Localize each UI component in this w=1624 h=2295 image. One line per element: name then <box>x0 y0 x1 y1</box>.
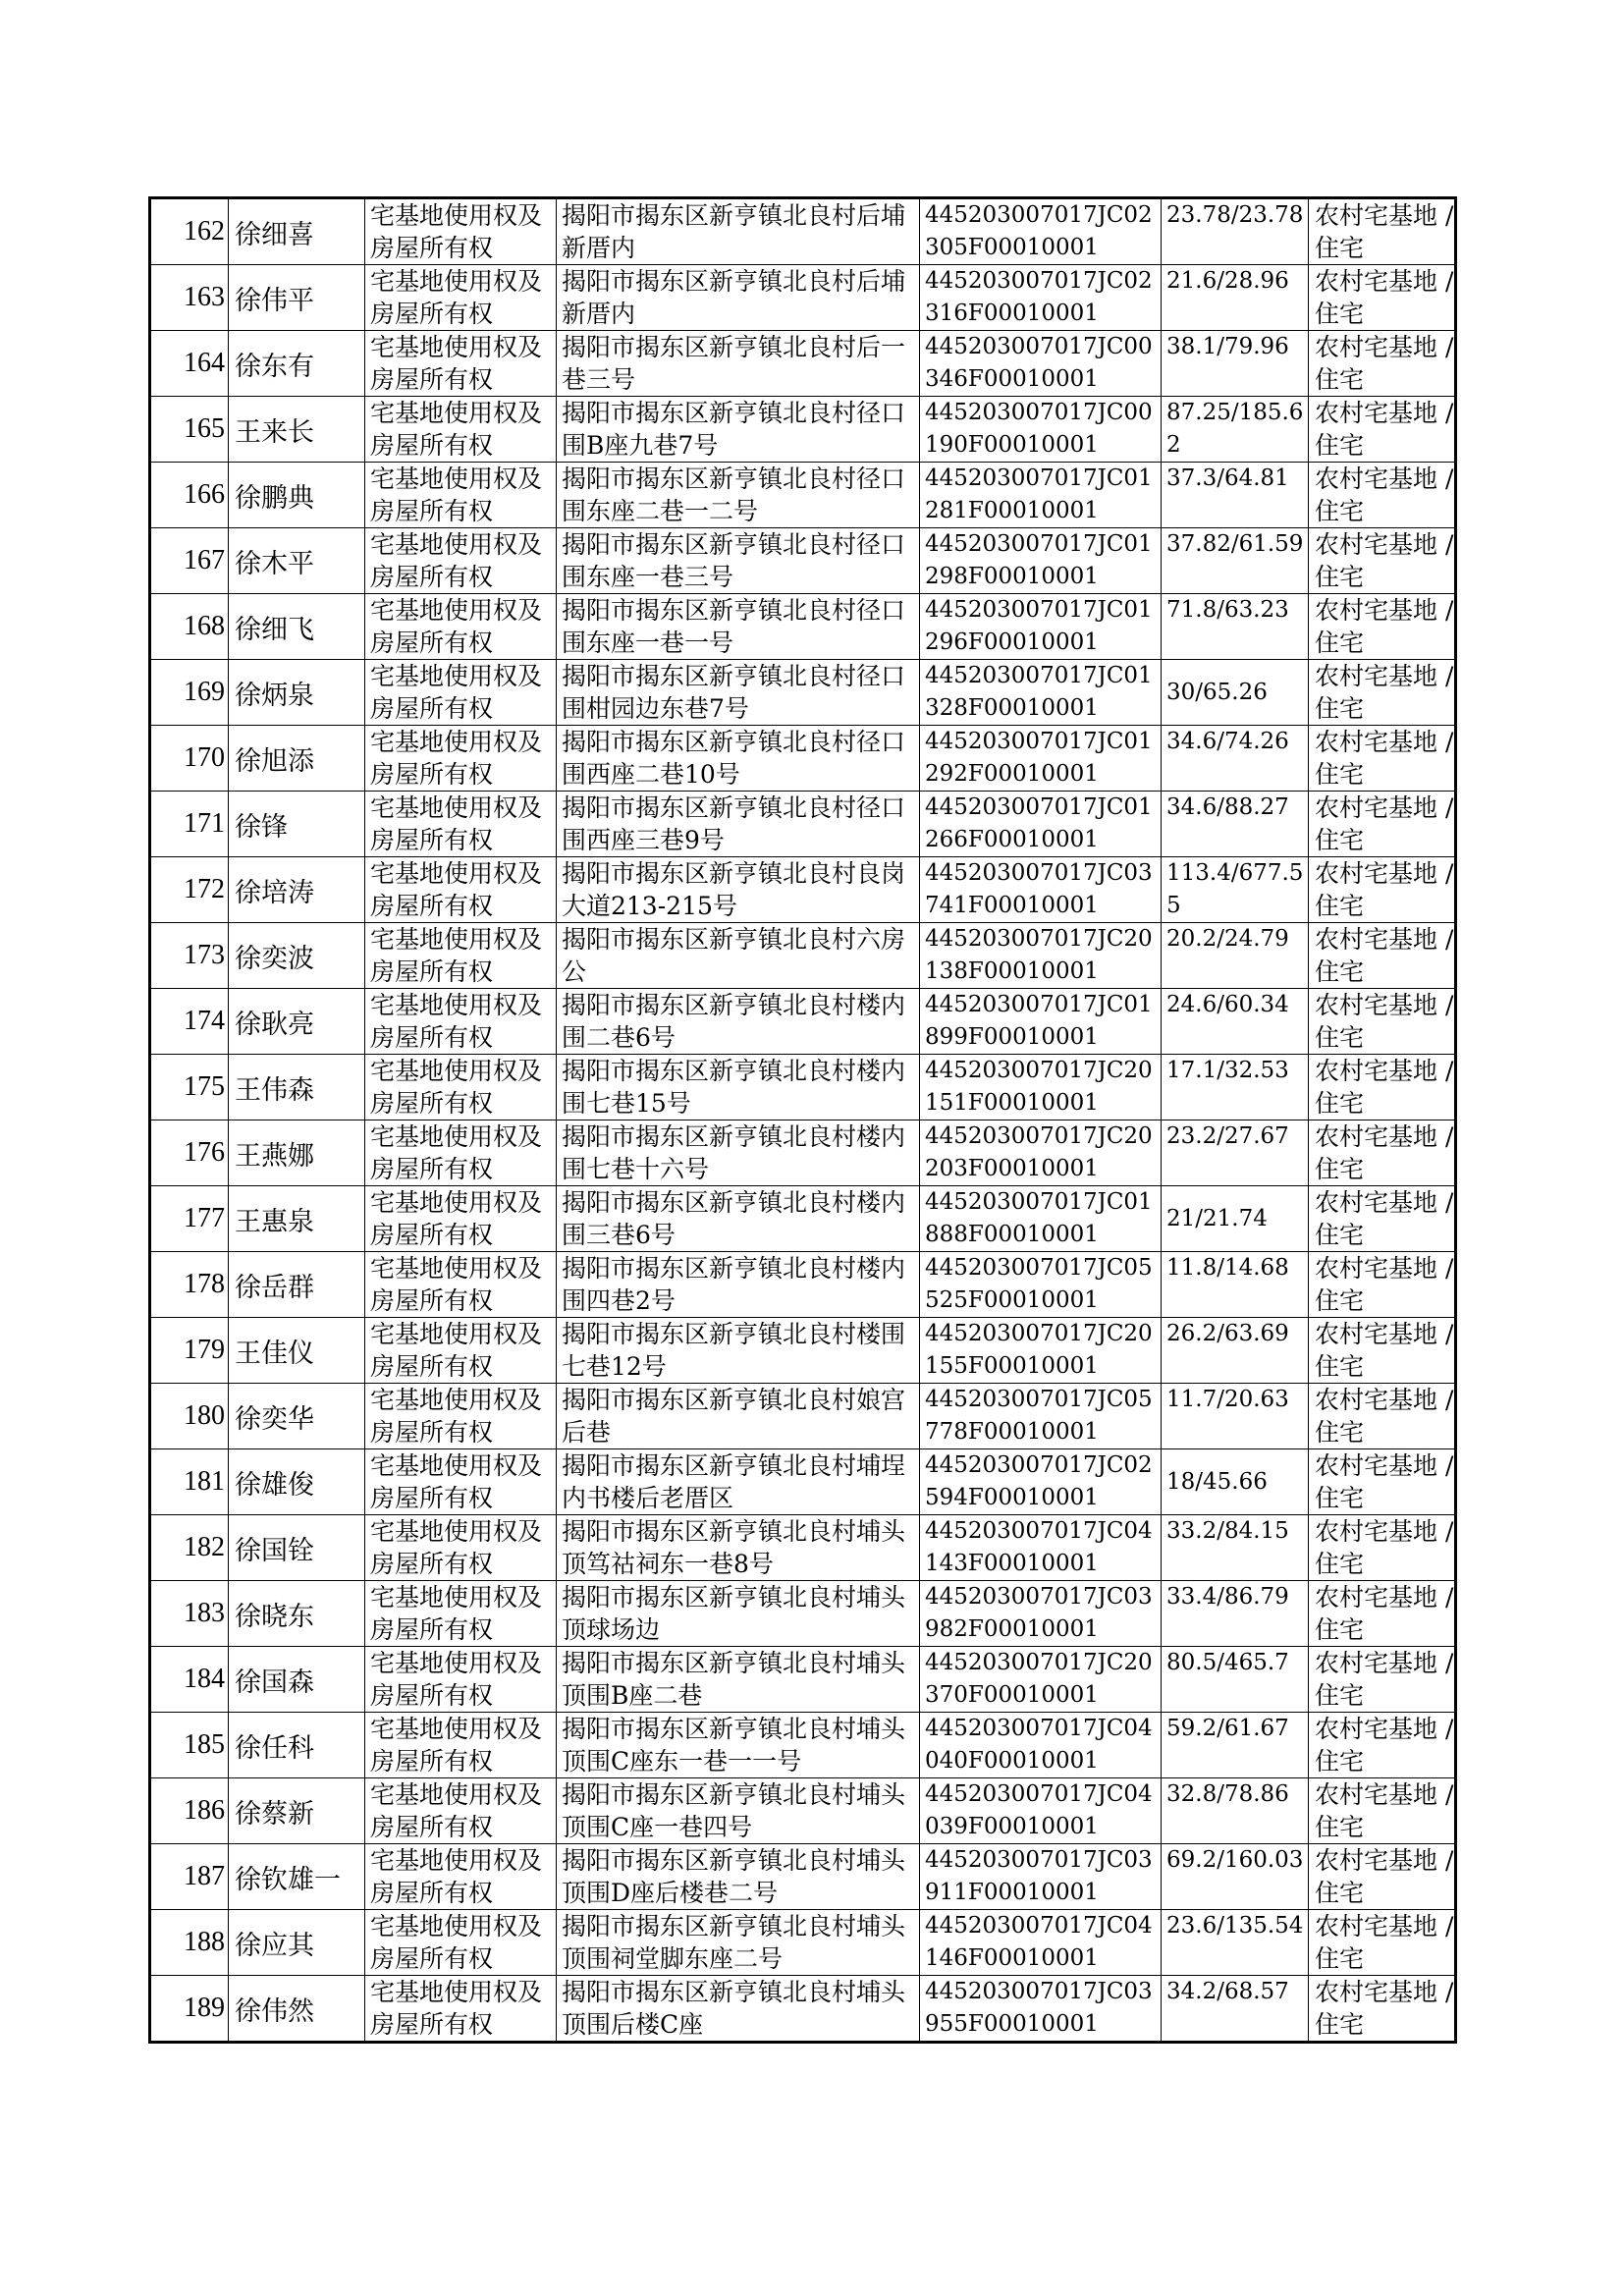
unit-code: 445203007017JC01298F00010001 <box>920 528 1162 594</box>
area-value: 38.1/79.96 <box>1162 331 1309 397</box>
area-value: 80.5/465.7 <box>1162 1647 1309 1713</box>
table-row <box>150 1515 1456 1581</box>
area-value: 30/65.26 <box>1162 660 1309 726</box>
area-value: 37.3/64.81 <box>1162 463 1309 528</box>
land-usage: 农村宅基地 / 住宅 <box>1309 1515 1456 1581</box>
owner-name: 徐蔡新 <box>229 1778 365 1844</box>
row-number: 179 <box>150 1318 229 1384</box>
property-address: 揭阳市揭东区新亨镇北良村埔头顶围祠堂脚东座二号 <box>557 1910 920 1976</box>
unit-code: 445203007017JC05778F00010001 <box>920 1384 1162 1449</box>
row-number: 165 <box>150 397 229 463</box>
property-address: 揭阳市揭东区新亨镇北良村良岗大道213-215号 <box>557 857 920 923</box>
property-address: 揭阳市揭东区新亨镇北良村径口围柑园边东巷7号 <box>557 660 920 726</box>
right-type: 宅基地使用权及房屋所有权 <box>365 397 557 463</box>
unit-code: 445203007017JC20155F00010001 <box>920 1318 1162 1384</box>
owner-name: 徐奕华 <box>229 1384 365 1449</box>
property-address: 揭阳市揭东区新亨镇北良村后一巷三号 <box>557 331 920 397</box>
table-row <box>150 726 1456 792</box>
owner-name: 徐任科 <box>229 1713 365 1778</box>
area-value: 11.8/14.68 <box>1162 1252 1309 1318</box>
row-number: 189 <box>150 1976 229 2043</box>
right-type: 宅基地使用权及房屋所有权 <box>365 726 557 792</box>
area-value: 34.6/74.26 <box>1162 726 1309 792</box>
row-number: 168 <box>150 594 229 660</box>
right-type: 宅基地使用权及房屋所有权 <box>365 1844 557 1910</box>
property-address: 揭阳市揭东区新亨镇北良村径口围东座二巷一二号 <box>557 463 920 528</box>
unit-code: 445203007017JC04039F00010001 <box>920 1778 1162 1844</box>
property-address: 揭阳市揭东区新亨镇北良村娘宫后巷 <box>557 1384 920 1449</box>
row-number: 174 <box>150 989 229 1055</box>
land-usage: 农村宅基地 / 住宅 <box>1309 1976 1456 2043</box>
row-number: 181 <box>150 1449 229 1515</box>
owner-name: 王来长 <box>229 397 365 463</box>
owner-name: 王燕娜 <box>229 1120 365 1186</box>
property-address: 揭阳市揭东区新亨镇北良村楼内围四巷2号 <box>557 1252 920 1318</box>
right-type: 宅基地使用权及房屋所有权 <box>365 1186 557 1252</box>
table-row <box>150 923 1456 989</box>
owner-name: 徐岳群 <box>229 1252 365 1318</box>
row-number: 173 <box>150 923 229 989</box>
land-usage: 农村宅基地 / 住宅 <box>1309 463 1456 528</box>
property-address: 揭阳市揭东区新亨镇北良村埔头顶围D座后楼巷二号 <box>557 1844 920 1910</box>
property-address: 揭阳市揭东区新亨镇北良村埔头顶球场边 <box>557 1581 920 1647</box>
unit-code: 445203007017JC20370F00010001 <box>920 1647 1162 1713</box>
land-usage: 农村宅基地 / 住宅 <box>1309 1252 1456 1318</box>
land-usage: 农村宅基地 / 住宅 <box>1309 265 1456 331</box>
property-address: 揭阳市揭东区新亨镇北良村后埔新厝内 <box>557 198 920 265</box>
row-number: 169 <box>150 660 229 726</box>
property-address: 揭阳市揭东区新亨镇北良村楼内围七巷十六号 <box>557 1120 920 1186</box>
table-row <box>150 1384 1456 1449</box>
unit-code: 445203007017JC05525F00010001 <box>920 1252 1162 1318</box>
area-value: 23.2/27.67 <box>1162 1120 1309 1186</box>
area-value: 69.2/160.03 <box>1162 1844 1309 1910</box>
owner-name: 徐东有 <box>229 331 365 397</box>
table-row <box>150 1120 1456 1186</box>
unit-code: 445203007017JC01296F00010001 <box>920 594 1162 660</box>
table-row <box>150 1581 1456 1647</box>
unit-code: 445203007017JC01899F00010001 <box>920 989 1162 1055</box>
row-number: 182 <box>150 1515 229 1581</box>
property-address: 揭阳市揭东区新亨镇北良村后埔新厝内 <box>557 265 920 331</box>
row-number: 172 <box>150 857 229 923</box>
table-row <box>150 528 1456 594</box>
land-usage: 农村宅基地 / 住宅 <box>1309 331 1456 397</box>
land-usage: 农村宅基地 / 住宅 <box>1309 660 1456 726</box>
table-row <box>150 792 1456 857</box>
property-address: 揭阳市揭东区新亨镇北良村埔头顶围C座东一巷一一号 <box>557 1713 920 1778</box>
land-usage: 农村宅基地 / 住宅 <box>1309 397 1456 463</box>
right-type: 宅基地使用权及房屋所有权 <box>365 1581 557 1647</box>
property-address: 揭阳市揭东区新亨镇北良村径口围西座二巷10号 <box>557 726 920 792</box>
owner-name: 王佳仪 <box>229 1318 365 1384</box>
area-value: 87.25/185.62 <box>1162 397 1309 463</box>
owner-name: 徐炳泉 <box>229 660 365 726</box>
land-usage: 农村宅基地 / 住宅 <box>1309 198 1456 265</box>
table-row <box>150 594 1456 660</box>
owner-name: 徐国森 <box>229 1647 365 1713</box>
right-type: 宅基地使用权及房屋所有权 <box>365 528 557 594</box>
property-address: 揭阳市揭东区新亨镇北良村埔头顶笃祜祠东一巷8号 <box>557 1515 920 1581</box>
unit-code: 445203007017JC02594F00010001 <box>920 1449 1162 1515</box>
area-value: 21.6/28.96 <box>1162 265 1309 331</box>
owner-name: 王惠泉 <box>229 1186 365 1252</box>
table-row <box>150 1055 1456 1120</box>
land-usage: 农村宅基地 / 住宅 <box>1309 1778 1456 1844</box>
right-type: 宅基地使用权及房屋所有权 <box>365 265 557 331</box>
row-number: 170 <box>150 726 229 792</box>
table-row <box>150 265 1456 331</box>
table-row <box>150 1449 1456 1515</box>
land-usage: 农村宅基地 / 住宅 <box>1309 1449 1456 1515</box>
unit-code: 445203007017JC04143F00010001 <box>920 1515 1162 1581</box>
area-value: 11.7/20.63 <box>1162 1384 1309 1449</box>
property-address: 揭阳市揭东区新亨镇北良村埔头顶围B座二巷 <box>557 1647 920 1713</box>
property-address: 揭阳市揭东区新亨镇北良村埔埕内书楼后老厝区 <box>557 1449 920 1515</box>
land-usage: 农村宅基地 / 住宅 <box>1309 1844 1456 1910</box>
owner-name: 徐国铨 <box>229 1515 365 1581</box>
area-value: 24.6/60.34 <box>1162 989 1309 1055</box>
table-row <box>150 331 1456 397</box>
area-value: 33.2/84.15 <box>1162 1515 1309 1581</box>
land-usage: 农村宅基地 / 住宅 <box>1309 1384 1456 1449</box>
owner-name: 徐晓东 <box>229 1581 365 1647</box>
land-usage: 农村宅基地 / 住宅 <box>1309 1186 1456 1252</box>
unit-code: 445203007017JC03982F00010001 <box>920 1581 1162 1647</box>
unit-code: 445203007017JC03955F00010001 <box>920 1976 1162 2043</box>
unit-code: 445203007017JC04146F00010001 <box>920 1910 1162 1976</box>
land-usage: 农村宅基地 / 住宅 <box>1309 594 1456 660</box>
right-type: 宅基地使用权及房屋所有权 <box>365 1318 557 1384</box>
owner-name: 徐旭添 <box>229 726 365 792</box>
property-address: 揭阳市揭东区新亨镇北良村径口围东座一巷三号 <box>557 528 920 594</box>
owner-name: 徐伟平 <box>229 265 365 331</box>
property-address: 揭阳市揭东区新亨镇北良村埔头顶围后楼C座 <box>557 1976 920 2043</box>
row-number: 177 <box>150 1186 229 1252</box>
right-type: 宅基地使用权及房屋所有权 <box>365 1976 557 2043</box>
owner-name: 徐应其 <box>229 1910 365 1976</box>
right-type: 宅基地使用权及房屋所有权 <box>365 1515 557 1581</box>
table-row <box>150 1910 1456 1976</box>
area-value: 17.1/32.53 <box>1162 1055 1309 1120</box>
right-type: 宅基地使用权及房屋所有权 <box>365 1647 557 1713</box>
land-usage: 农村宅基地 / 住宅 <box>1309 923 1456 989</box>
unit-code: 445203007017JC03741F00010001 <box>920 857 1162 923</box>
unit-code: 445203007017JC01328F00010001 <box>920 660 1162 726</box>
right-type: 宅基地使用权及房屋所有权 <box>365 923 557 989</box>
area-value: 18/45.66 <box>1162 1449 1309 1515</box>
property-address: 揭阳市揭东区新亨镇北良村六房公 <box>557 923 920 989</box>
land-usage: 农村宅基地 / 住宅 <box>1309 1713 1456 1778</box>
land-usage: 农村宅基地 / 住宅 <box>1309 1055 1456 1120</box>
area-value: 23.6/135.54 <box>1162 1910 1309 1976</box>
land-usage: 农村宅基地 / 住宅 <box>1309 1581 1456 1647</box>
land-usage: 农村宅基地 / 住宅 <box>1309 1647 1456 1713</box>
table-row <box>150 1318 1456 1384</box>
property-address: 揭阳市揭东区新亨镇北良村径口围西座三巷9号 <box>557 792 920 857</box>
row-number: 186 <box>150 1778 229 1844</box>
right-type: 宅基地使用权及房屋所有权 <box>365 331 557 397</box>
table-row <box>150 198 1456 265</box>
property-address: 揭阳市揭东区新亨镇北良村楼内围二巷6号 <box>557 989 920 1055</box>
row-number: 164 <box>150 331 229 397</box>
land-usage: 农村宅基地 / 住宅 <box>1309 857 1456 923</box>
row-number: 187 <box>150 1844 229 1910</box>
property-address: 揭阳市揭东区新亨镇北良村埔头顶围C座一巷四号 <box>557 1778 920 1844</box>
area-value: 21/21.74 <box>1162 1186 1309 1252</box>
area-value: 26.2/63.69 <box>1162 1318 1309 1384</box>
row-number: 163 <box>150 265 229 331</box>
owner-name: 王伟森 <box>229 1055 365 1120</box>
owner-name: 徐耿亮 <box>229 989 365 1055</box>
owner-name: 徐细飞 <box>229 594 365 660</box>
right-type: 宅基地使用权及房屋所有权 <box>365 1449 557 1515</box>
right-type: 宅基地使用权及房屋所有权 <box>365 1055 557 1120</box>
land-usage: 农村宅基地 / 住宅 <box>1309 1910 1456 1976</box>
area-value: 23.78/23.78 <box>1162 198 1309 265</box>
area-value: 71.8/63.23 <box>1162 594 1309 660</box>
row-number: 166 <box>150 463 229 528</box>
unit-code: 445203007017JC00190F00010001 <box>920 397 1162 463</box>
unit-code: 445203007017JC20151F00010001 <box>920 1055 1162 1120</box>
unit-code: 445203007017JC04040F00010001 <box>920 1713 1162 1778</box>
area-value: 20.2/24.79 <box>1162 923 1309 989</box>
right-type: 宅基地使用权及房屋所有权 <box>365 989 557 1055</box>
row-number: 188 <box>150 1910 229 1976</box>
unit-code: 445203007017JC00346F00010001 <box>920 331 1162 397</box>
unit-code: 445203007017JC20203F00010001 <box>920 1120 1162 1186</box>
land-usage: 农村宅基地 / 住宅 <box>1309 989 1456 1055</box>
property-address: 揭阳市揭东区新亨镇北良村径口围B座九巷7号 <box>557 397 920 463</box>
land-usage: 农村宅基地 / 住宅 <box>1309 726 1456 792</box>
area-value: 32.8/78.86 <box>1162 1778 1309 1844</box>
table-row <box>150 1252 1456 1318</box>
right-type: 宅基地使用权及房屋所有权 <box>365 660 557 726</box>
owner-name: 徐钦雄一 <box>229 1844 365 1910</box>
owner-name: 徐鹏典 <box>229 463 365 528</box>
unit-code: 445203007017JC02316F00010001 <box>920 265 1162 331</box>
owner-name: 徐雄俊 <box>229 1449 365 1515</box>
row-number: 183 <box>150 1581 229 1647</box>
property-address: 揭阳市揭东区新亨镇北良村径口围东座一巷一号 <box>557 594 920 660</box>
table-row <box>150 857 1456 923</box>
table-row <box>150 1844 1456 1910</box>
table-row <box>150 397 1456 463</box>
row-number: 185 <box>150 1713 229 1778</box>
table-row <box>150 1778 1456 1844</box>
row-number: 162 <box>150 198 229 265</box>
property-address: 揭阳市揭东区新亨镇北良村楼内围三巷6号 <box>557 1186 920 1252</box>
row-number: 175 <box>150 1055 229 1120</box>
unit-code: 445203007017JC03911F00010001 <box>920 1844 1162 1910</box>
area-value: 59.2/61.67 <box>1162 1713 1309 1778</box>
area-value: 34.6/88.27 <box>1162 792 1309 857</box>
row-number: 184 <box>150 1647 229 1713</box>
land-usage: 农村宅基地 / 住宅 <box>1309 1120 1456 1186</box>
owner-name: 徐细喜 <box>229 198 365 265</box>
area-value: 33.4/86.79 <box>1162 1581 1309 1647</box>
row-number: 178 <box>150 1252 229 1318</box>
unit-code: 445203007017JC01888F00010001 <box>920 1186 1162 1252</box>
right-type: 宅基地使用权及房屋所有权 <box>365 1252 557 1318</box>
table-row <box>150 1186 1456 1252</box>
row-number: 167 <box>150 528 229 594</box>
table-row <box>150 1713 1456 1778</box>
owner-name: 徐培涛 <box>229 857 365 923</box>
table-row <box>150 463 1456 528</box>
right-type: 宅基地使用权及房屋所有权 <box>365 594 557 660</box>
right-type: 宅基地使用权及房屋所有权 <box>365 857 557 923</box>
owner-name: 徐木平 <box>229 528 365 594</box>
row-number: 171 <box>150 792 229 857</box>
table-row <box>150 1976 1456 2043</box>
right-type: 宅基地使用权及房屋所有权 <box>365 1120 557 1186</box>
land-usage: 农村宅基地 / 住宅 <box>1309 792 1456 857</box>
right-type: 宅基地使用权及房屋所有权 <box>365 792 557 857</box>
registration-table <box>148 196 1457 2044</box>
unit-code: 445203007017JC01292F00010001 <box>920 726 1162 792</box>
right-type: 宅基地使用权及房屋所有权 <box>365 1384 557 1449</box>
area-value: 37.82/61.59 <box>1162 528 1309 594</box>
unit-code: 445203007017JC01281F00010001 <box>920 463 1162 528</box>
owner-name: 徐伟然 <box>229 1976 365 2043</box>
right-type: 宅基地使用权及房屋所有权 <box>365 1713 557 1778</box>
land-usage: 农村宅基地 / 住宅 <box>1309 1318 1456 1384</box>
right-type: 宅基地使用权及房屋所有权 <box>365 463 557 528</box>
area-value: 113.4/677.55 <box>1162 857 1309 923</box>
right-type: 宅基地使用权及房屋所有权 <box>365 1910 557 1976</box>
unit-code: 445203007017JC02305F00010001 <box>920 198 1162 265</box>
owner-name: 徐奕波 <box>229 923 365 989</box>
property-address: 揭阳市揭东区新亨镇北良村楼围七巷12号 <box>557 1318 920 1384</box>
row-number: 180 <box>150 1384 229 1449</box>
row-number: 176 <box>150 1120 229 1186</box>
unit-code: 445203007017JC01266F00010001 <box>920 792 1162 857</box>
table-row <box>150 1647 1456 1713</box>
right-type: 宅基地使用权及房屋所有权 <box>365 1778 557 1844</box>
unit-code: 445203007017JC20138F00010001 <box>920 923 1162 989</box>
property-address: 揭阳市揭东区新亨镇北良村楼内围七巷15号 <box>557 1055 920 1120</box>
land-usage: 农村宅基地 / 住宅 <box>1309 528 1456 594</box>
area-value: 34.2/68.57 <box>1162 1976 1309 2043</box>
table-body <box>150 198 1456 2043</box>
owner-name: 徐锋 <box>229 792 365 857</box>
table-row <box>150 660 1456 726</box>
right-type: 宅基地使用权及房屋所有权 <box>365 198 557 265</box>
table-row <box>150 989 1456 1055</box>
